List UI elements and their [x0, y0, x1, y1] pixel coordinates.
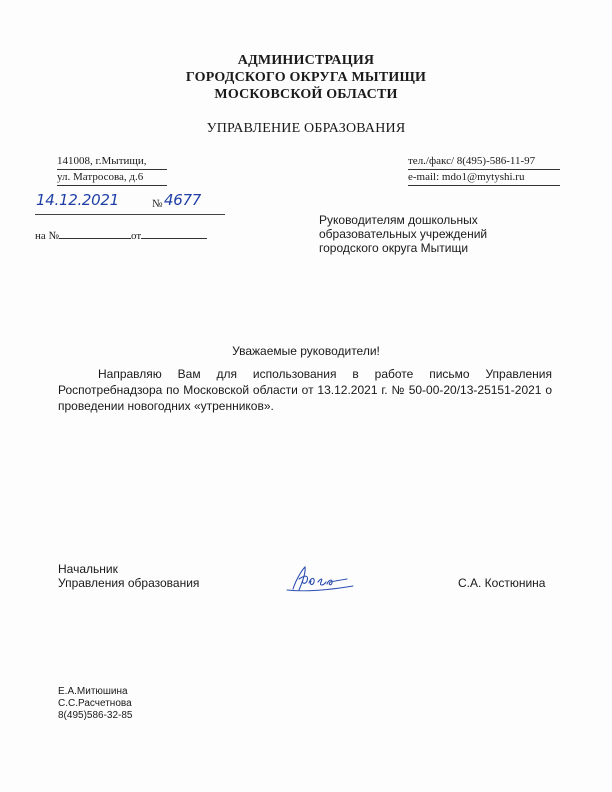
executor-1: Е.А.Митюшина — [58, 686, 128, 697]
postal-address-line-2: ул. Матросова, д.6 — [57, 170, 167, 186]
signer-title — [58, 562, 199, 590]
reference-line — [35, 227, 207, 242]
org-name-line-2: ГОРОДСКОГО ОКРУГА МЫТИЩИ — [185, 70, 427, 85]
addressee-line-1: Руководителям дошкольных — [319, 213, 478, 227]
postal-address-line-1: 141008, г.Мытищи, — [57, 154, 167, 170]
addressee-line-3: городского округа Мытищи — [319, 241, 469, 255]
reference-from-label: от — [131, 230, 142, 242]
addressee-line-2: образовательных учреждений — [319, 227, 488, 241]
phone-fax: тел./факс/ 8(495)-586-11-97 — [408, 154, 560, 170]
signature-image — [285, 563, 357, 595]
signer-title-line-1: Начальник — [58, 562, 118, 576]
signer-title-line-2: Управления образования — [58, 576, 200, 590]
signer-name: С.А. Костюнина — [458, 576, 546, 590]
org-name-line-1: АДМИНИСТРАЦИЯ — [237, 53, 375, 68]
greeting: Уважаемые руководители! — [232, 344, 380, 358]
executor-phone: 8(495)586-32-85 — [58, 710, 133, 721]
executor-footer — [58, 686, 133, 722]
reference-prefix: на № — [35, 230, 60, 242]
email: e-mail: mdo1@mytyshi.ru — [408, 170, 560, 186]
addressee-block — [319, 213, 519, 255]
reference-date-blank — [141, 227, 207, 239]
letter-body: Направляю Вам для использования в работе письмо Управления Роспотребнадзора по Московской области от 13.12.2021 г. № 50-00-20/13-25151-2021 о проведении новогодних «утренников». — [58, 367, 552, 413]
department-title: УПРАВЛЕНИЕ ОБРАЗОВАНИЯ — [206, 121, 406, 136]
executor-2: С.С.Расчетнова — [58, 698, 132, 709]
postal-address — [57, 154, 167, 186]
handwritten-number: 4677 — [164, 191, 201, 209]
reference-number-blank — [59, 227, 131, 239]
organization-header — [0, 52, 612, 103]
handwritten-date: 14.12.2021 — [36, 191, 119, 209]
number-label: № — [152, 198, 163, 210]
contact-info — [408, 154, 560, 186]
org-name-line-3: МОСКОВСКОЙ ОБЛАСТИ — [214, 87, 398, 102]
